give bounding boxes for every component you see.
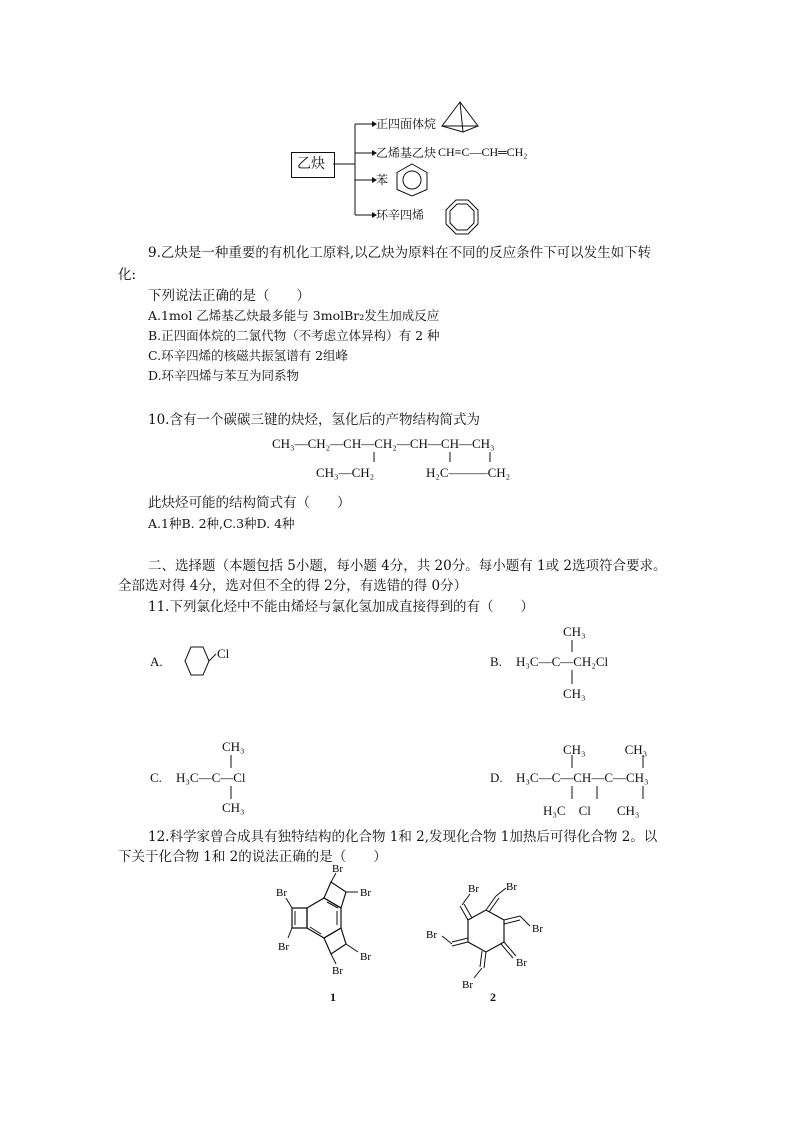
q11-option-d-letter: D. [490,770,503,785]
section2-line2: 全部选对得 4分，选对但不全的得 2分，有选错的得 0分） [118,578,468,594]
br-label: Br [276,887,287,899]
q12-stem-line2: 下关于化合物 1和 2的说法正确的是（ ） [118,849,387,865]
q11-option-a-substituent: Cl [217,646,230,661]
q10-main-chain: CH₃—CH₂—CH—CH₂—CH—CH—CH₃ [272,436,495,451]
br-label: Br [332,863,343,875]
q9-option-a: A.1mol 乙烯基乙炔最多能与 3molBr₂发生加成反应 [148,308,440,323]
q9-option-c: C.环辛四烯的核磁共振氢谱有 2组峰 [148,348,349,363]
q11-option-b-top: CH₃ [563,624,586,639]
br-label: Br [532,923,543,935]
q10-branch-ethyl: CH₃—CH₂ [316,465,375,480]
br-label: Br [462,979,473,991]
q11-option-d-mid: H₃C—C—CH—C—CH₃ [516,770,649,785]
q10-prompt: 此炔烃可能的结构简式有（ ） [148,495,351,511]
br-label: Br [278,941,289,953]
q11-option-c-mid: H₃C—C—Cl [176,770,246,785]
q12-stem-line1: 12.科学家曾合成具有独特结构的化合物 1和 2,发现化合物 1加热后可得化合物 2。以 [148,829,658,845]
q11-option-b-mid: H₃C—C—CH₂Cl [516,654,609,669]
br-label: Br [360,887,371,899]
q9-stem-line2: 化: [118,267,137,283]
q11-option-b-bot: CH₃ [563,686,586,701]
compound-2-label: 2 [490,990,496,1004]
br-label: Br [516,957,527,969]
q10-stem: 10.含有一个碳碳三键的炔烃，氢化后的产物结构简式为 [148,412,480,428]
br-label: Br [332,965,343,977]
q11-option-c-bot: CH₃ [222,800,245,815]
q11-option-d-top: CH₃ CH₃ [563,742,648,757]
br-label: Br [506,881,517,893]
compound-2-structure [426,880,556,1000]
br-label: Br [426,929,437,941]
q9-prompt: 下列说法正确的是（ ） [148,288,310,304]
q11-stem: 11.下列氯化烃中不能由烯烃与氯化氢加成直接得到的有（ ） [148,599,534,615]
branch-label-benzene: 苯 [376,173,389,187]
compound-1-label: 1 [330,990,336,1004]
br-label: Br [360,951,371,963]
branch-label-vinylacetylene: 乙烯基乙炔 [376,146,437,160]
q10-branch-ring: H₂C———CH₂ [426,465,511,480]
q11-option-d-bot: H₃C Cl CH₃ [543,803,640,818]
q11-option-c-top: CH₃ [222,739,245,754]
vinylacetylene-formula: CH≡C—CH═CH₂ [438,145,528,159]
compound-1-structure [276,863,396,1008]
q11-option-a-letter: A. [150,654,163,669]
q9-option-d: D.环辛四烯与苯互为同系物 [148,368,300,383]
q11-option-b-letter: B. [490,654,502,669]
q9-stem-line1: 9.乙炔是一种重要的有机化工原料,以乙炔为原料在不同的反应条件下可以发生如下转 [148,245,652,261]
section2-line1: 二、选择题（本题包括 5小题，每小题 4分，共 20分。每小题有 1或 2选项符合要求。 [148,558,667,574]
q10-options: A.1种B. 2种,C.3种D. 4种 [148,516,295,531]
branch-label-cyclooctatetraene: 环辛四烯 [376,208,425,222]
q9-option-b: B.正四面体烷的二氯代物（不考虑立体异构）有 2 种 [148,328,440,343]
root-label: 乙炔 [297,156,325,172]
branch-label-tetrahedrane: 正四面体烷 [376,117,437,131]
q11-option-c-letter: C. [150,770,162,785]
br-label: Br [468,883,479,895]
